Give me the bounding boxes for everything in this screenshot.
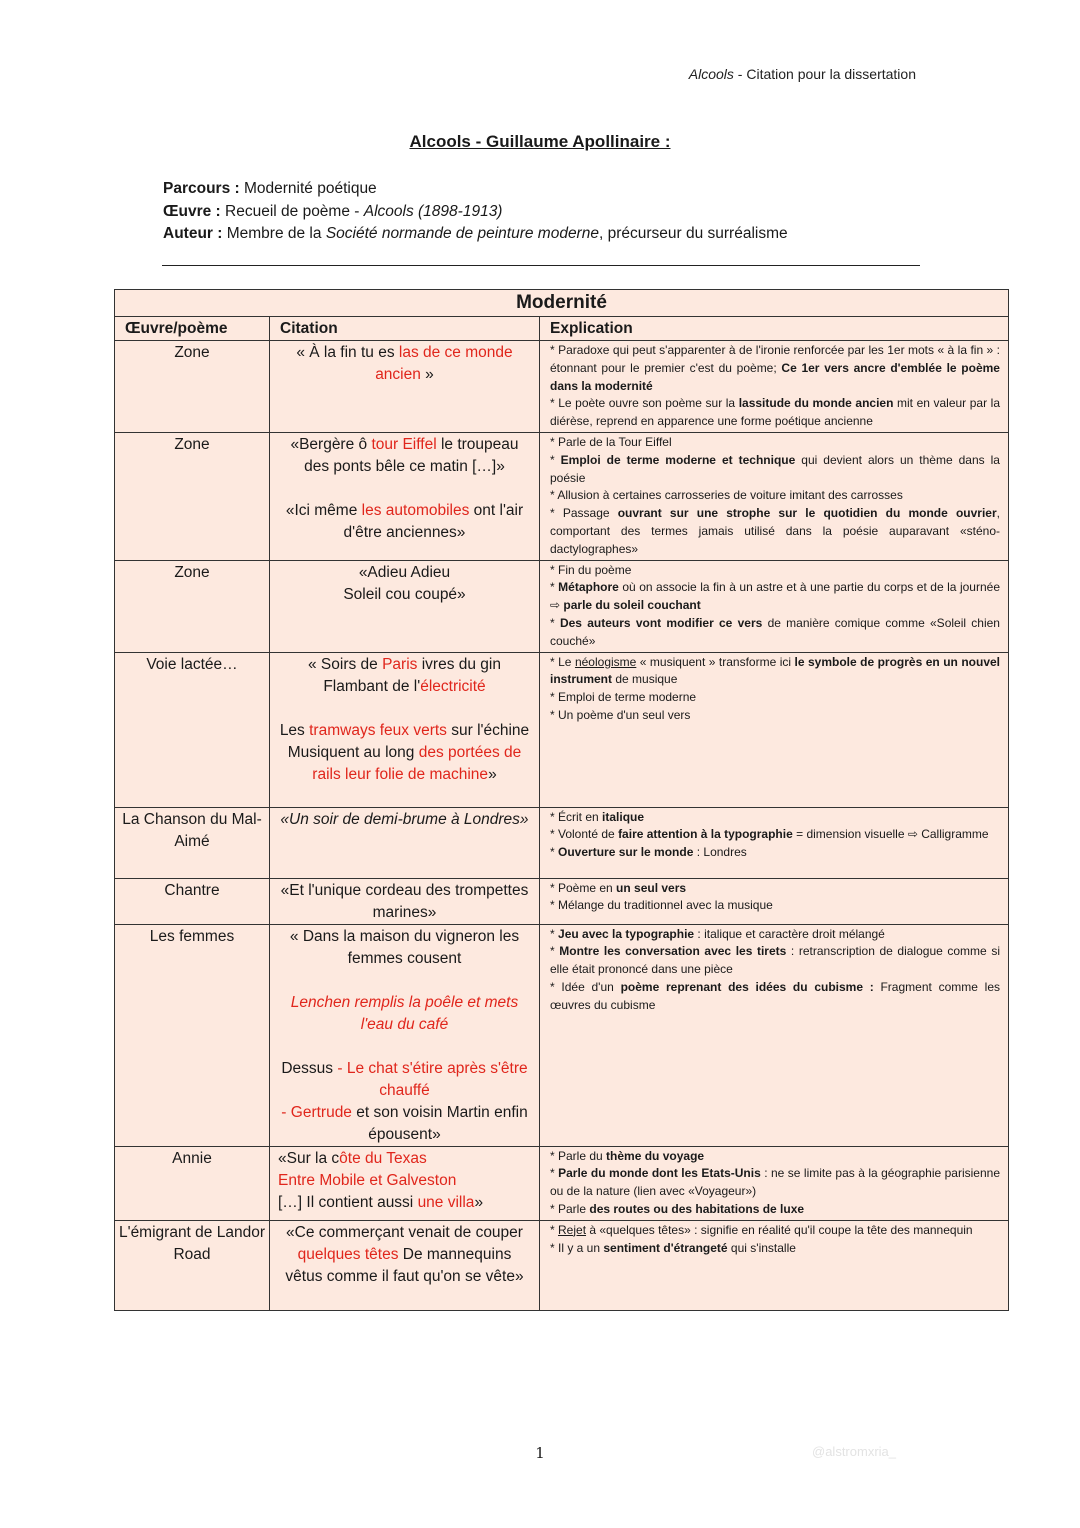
cite-text: Dessus	[281, 1059, 334, 1077]
meta-auteur	[163, 223, 788, 246]
cite-highlight: Lenchen remplis la poêle et mets l'eau du café	[290, 993, 519, 1033]
table-row	[115, 652, 1009, 807]
table-row	[115, 878, 1009, 924]
expl-text: * Parle du	[550, 1148, 607, 1163]
expl-bold: parle du soleil couchant	[563, 598, 701, 613]
expl-bold: sentiment d'étrangeté	[603, 1240, 728, 1255]
spacer	[278, 698, 531, 720]
citation-cell	[270, 432, 540, 560]
cite-line: Soleil cou coupé»	[343, 585, 466, 603]
cite-text: »	[420, 366, 434, 383]
table-row	[115, 807, 1009, 878]
expl-bold: italique	[602, 809, 645, 824]
citation-cell: «Et l'unique cordeau des trompettes marines»	[270, 878, 540, 924]
expl-text: , comportant des termes jamais utilisé dans la poésie auparavant «sténo-dactylographes»	[550, 506, 1000, 556]
meta-parcours	[163, 178, 788, 201]
cite-text: De mannequins vêtus comme il faut qu'on se vête»	[285, 1245, 524, 1285]
expl-text: * Mélange du traditionnel avec la musique	[550, 898, 773, 913]
expl-text: * Passage	[550, 506, 618, 521]
header-work: Alcools	[688, 66, 734, 82]
expl-text: * Emploi de terme moderne	[550, 690, 697, 705]
expl-bold: Ce 1er vers ancre d'emblée le poème dans la modernité	[550, 360, 1000, 393]
cite-text: ivres du gin Flambant de l'	[323, 655, 501, 695]
cite-text: «Ce commerçant venait de couper	[286, 1223, 523, 1241]
cite-text: « Soirs de	[307, 655, 383, 673]
cite-text: ont l'air d'être anciennes»	[343, 501, 524, 541]
expl-text: *	[550, 1222, 559, 1237]
cite-text: le troupeau des ponts bêle ce matin […]»	[304, 435, 519, 475]
table-banner: Modernité	[115, 290, 1009, 317]
expl-bold: des routes ou des habitations de luxe	[589, 1201, 805, 1216]
expl-text: où on associe la fin à un astre et à une partie du corps et de la journée ⇨	[550, 580, 1000, 613]
explanation-cell	[540, 560, 1009, 652]
cite-text: «Sur la c	[278, 1149, 340, 1167]
auteur-society: Société normande de peinture moderne	[325, 225, 599, 242]
cite-text: «Ici même	[285, 501, 362, 519]
cite-text: […] Il contient aussi	[278, 1193, 418, 1211]
poem-cell: Les femmes	[115, 924, 270, 1146]
cite-highlight: électricité	[420, 677, 486, 695]
page-number: 1	[535, 1444, 545, 1462]
expl-text: *	[550, 452, 561, 467]
oeuvre-title: Alcools (1898-1913)	[363, 202, 503, 220]
explanation-cell	[540, 1146, 1009, 1220]
cite-highlight: ô	[339, 1149, 348, 1167]
expl-bold: Emploi de terme moderne et technique	[560, 452, 796, 467]
cite-highlight: te du Texas	[347, 1149, 427, 1167]
expl-bold: le symbole de progrès en un nouvel instrument	[550, 654, 1001, 687]
poem-cell: Voie lactée…	[115, 652, 270, 807]
col-header-poem: Œuvre/poème	[115, 317, 270, 341]
expl-text: : italique et caractère droit mélangé	[694, 926, 885, 941]
explanation-cell	[540, 652, 1009, 807]
table-row	[115, 924, 1009, 1146]
expl-text: : ne se limite pas à la géographie parisienne ou de la nature (lien avec «Voyageur»)	[550, 1166, 1000, 1199]
cite-highlight: Paris	[382, 655, 418, 673]
cite-highlight: las de ce monde ancien	[375, 344, 513, 383]
expl-text: * Écrit en	[550, 809, 603, 824]
expl-text: = dimension visuelle ⇨ Calligramme	[792, 827, 989, 842]
expl-bold: lassitude du monde ancien	[738, 396, 894, 411]
expl-text: * Fin du poème	[550, 562, 632, 577]
expl-bold: faire attention à la typographie	[618, 827, 793, 842]
cite-highlight: tramways feux verts	[309, 721, 447, 739]
expl-bold: ouvrant sur une strophe sur le quotidien du monde ouvrier	[617, 506, 997, 521]
expl-bold: Montre les conversation avec les tirets	[559, 944, 787, 959]
document-meta	[163, 178, 788, 246]
expl-bold: Ouverture sur le monde	[558, 845, 694, 860]
auteur-label: Auteur :	[163, 225, 223, 242]
spacer	[278, 1036, 531, 1058]
auteur-pre: Membre de la	[222, 225, 326, 242]
expl-bold: Jeu avec la typographie	[558, 926, 695, 941]
oeuvre-label: Œuvre :	[163, 202, 221, 220]
spacer	[278, 478, 531, 500]
explanation-cell	[540, 924, 1009, 1146]
expl-bold: thème du voyage	[606, 1148, 705, 1163]
auteur-post: , précurseur du surréalisme	[598, 225, 788, 242]
expl-underline: Rejet	[558, 1222, 587, 1237]
poem-cell: La Chanson du Mal-Aimé	[115, 807, 270, 878]
table-row	[115, 560, 1009, 652]
expl-text: *	[550, 1166, 559, 1181]
table-row	[115, 1220, 1009, 1310]
cite-text: « À la fin tu es	[296, 344, 399, 361]
expl-text: *	[550, 845, 559, 860]
col-header-expl: Explication	[540, 317, 1009, 341]
table-row	[115, 1146, 1009, 1220]
cite-highlight: quelques têtes	[297, 1245, 399, 1263]
header-sep: -	[733, 66, 747, 82]
expl-text: *	[550, 944, 560, 959]
expl-text: qui devient alors un thème dans la poésie	[550, 452, 1000, 485]
poem-cell: Zone	[115, 432, 270, 560]
citation-cell	[270, 1146, 540, 1220]
col-header-cite: Citation	[270, 317, 540, 341]
cite-highlight: - Le chat s'étire après s'être chauffé	[333, 1059, 528, 1099]
expl-bold: Des auteurs vont modifier ce vers	[559, 615, 763, 630]
table-header-row	[115, 317, 1009, 341]
expl-text: * Un poème d'un seul vers	[550, 707, 691, 722]
meta-oeuvre	[163, 201, 788, 224]
poem-cell: L'émigrant de Landor Road	[115, 1220, 270, 1310]
expl-text: qui s'installe	[727, 1240, 796, 1255]
cite-highlight: - Gertrude	[281, 1103, 352, 1121]
expl-text: de manière comique comme «Soleil chien couché»	[550, 615, 1000, 648]
modernite-table	[114, 289, 1009, 1311]
poem-cell: Annie	[115, 1146, 270, 1220]
cite-line: « Dans la maison du vigneron les femmes cousent	[289, 927, 520, 967]
citation-cell	[270, 652, 540, 807]
citation-cell	[270, 341, 540, 433]
expl-text: * Le poète ouvre son poème sur la	[550, 396, 739, 411]
expl-text: mit en valeur par la diérèse, reprend en apparence une forme poétique ancienne	[550, 396, 1000, 429]
poem-cell: Zone	[115, 341, 270, 433]
expl-text: * Le	[550, 654, 575, 669]
cite-text: »	[488, 765, 497, 783]
explanation-cell	[540, 807, 1009, 878]
expl-text: * Parle de la Tour Eiffel	[550, 434, 672, 449]
citation-cell: «Un soir de demi-brume à Londres»	[270, 807, 540, 878]
expl-text: * Parle	[550, 1201, 590, 1216]
cite-highlight: tour Eiffel	[371, 435, 437, 453]
poem-cell: Zone	[115, 560, 270, 652]
expl-text: * Il y a un	[550, 1240, 604, 1255]
expl-text: de musique	[612, 672, 678, 687]
cite-text: et son voisin Martin enfin épousent»	[351, 1103, 528, 1143]
expl-text: Fragment comme les œuvres du cubisme	[550, 979, 1000, 1012]
parcours-value: Modernité poétique	[239, 180, 377, 197]
expl-text: *	[550, 615, 560, 630]
expl-text: : Londres	[693, 845, 747, 860]
cite-highlight: Entre Mobile et Galveston	[278, 1171, 457, 1189]
cite-text: sur l'échine Musiquent au long	[287, 721, 530, 761]
watermark: @alstromxria_	[812, 1444, 896, 1459]
expl-text: * Poème en	[550, 880, 617, 895]
document-title: Alcools - Guillaume Apollinaire :	[409, 132, 671, 151]
expl-text: à «quelques têtes» : signifie en réalité qu'il coupe la tête des mannequin	[586, 1222, 973, 1237]
cite-highlight: des portées de rails leur folie de machine	[312, 743, 522, 783]
expl-bold: Métaphore	[558, 580, 619, 595]
citation-cell	[270, 924, 540, 1146]
expl-text: « musiquent » transforme ici	[636, 654, 795, 669]
oeuvre-pre: Recueil de poème -	[220, 202, 364, 220]
expl-text: * Allusion à certaines carrosseries de voiture imitant des carrosses	[550, 488, 903, 503]
expl-text: : retranscription de dialogue comme si elle était prononcé dans une pièce	[550, 944, 1000, 977]
expl-bold: un seul vers	[616, 880, 687, 895]
table-row	[115, 432, 1009, 560]
running-header	[689, 66, 916, 82]
cite-text: »	[474, 1193, 484, 1211]
table-row	[115, 341, 1009, 433]
cite-text: «Bergère ô	[290, 435, 372, 453]
cite-line: «Adieu Adieu	[358, 563, 451, 581]
table-banner-row	[115, 290, 1009, 317]
cite-text: Les	[279, 721, 310, 739]
citation-cell	[270, 560, 540, 652]
expl-bold: Parle du monde dont les Etats-Unis	[558, 1166, 761, 1181]
citation-cell	[270, 1220, 540, 1310]
explanation-cell	[540, 878, 1009, 924]
expl-underline: néologisme	[574, 654, 637, 669]
expl-text: * Volonté de	[550, 827, 619, 842]
header-subtitle: Citation pour la dissertation	[746, 66, 916, 82]
explanation-cell	[540, 341, 1009, 433]
expl-text: * Idée d'un	[550, 979, 621, 994]
parcours-label: Parcours :	[163, 180, 240, 197]
explanation-cell	[540, 432, 1009, 560]
explanation-cell	[540, 1220, 1009, 1310]
horizontal-rule	[162, 265, 920, 266]
cite-highlight: une villa	[417, 1193, 475, 1211]
expl-text: *	[550, 580, 559, 595]
expl-bold: poème reprenant des idées du cubisme :	[620, 979, 874, 994]
spacer	[278, 970, 531, 992]
poem-cell: Chantre	[115, 878, 270, 924]
expl-text: * Paradoxe qui peut s'apparenter à de l'ironie renforcée par les 1er mots « à la fin » : étonnant pour le premier c'est du poème;	[550, 343, 1000, 375]
expl-text: *	[550, 926, 559, 941]
cite-highlight: les automobiles	[361, 501, 470, 519]
